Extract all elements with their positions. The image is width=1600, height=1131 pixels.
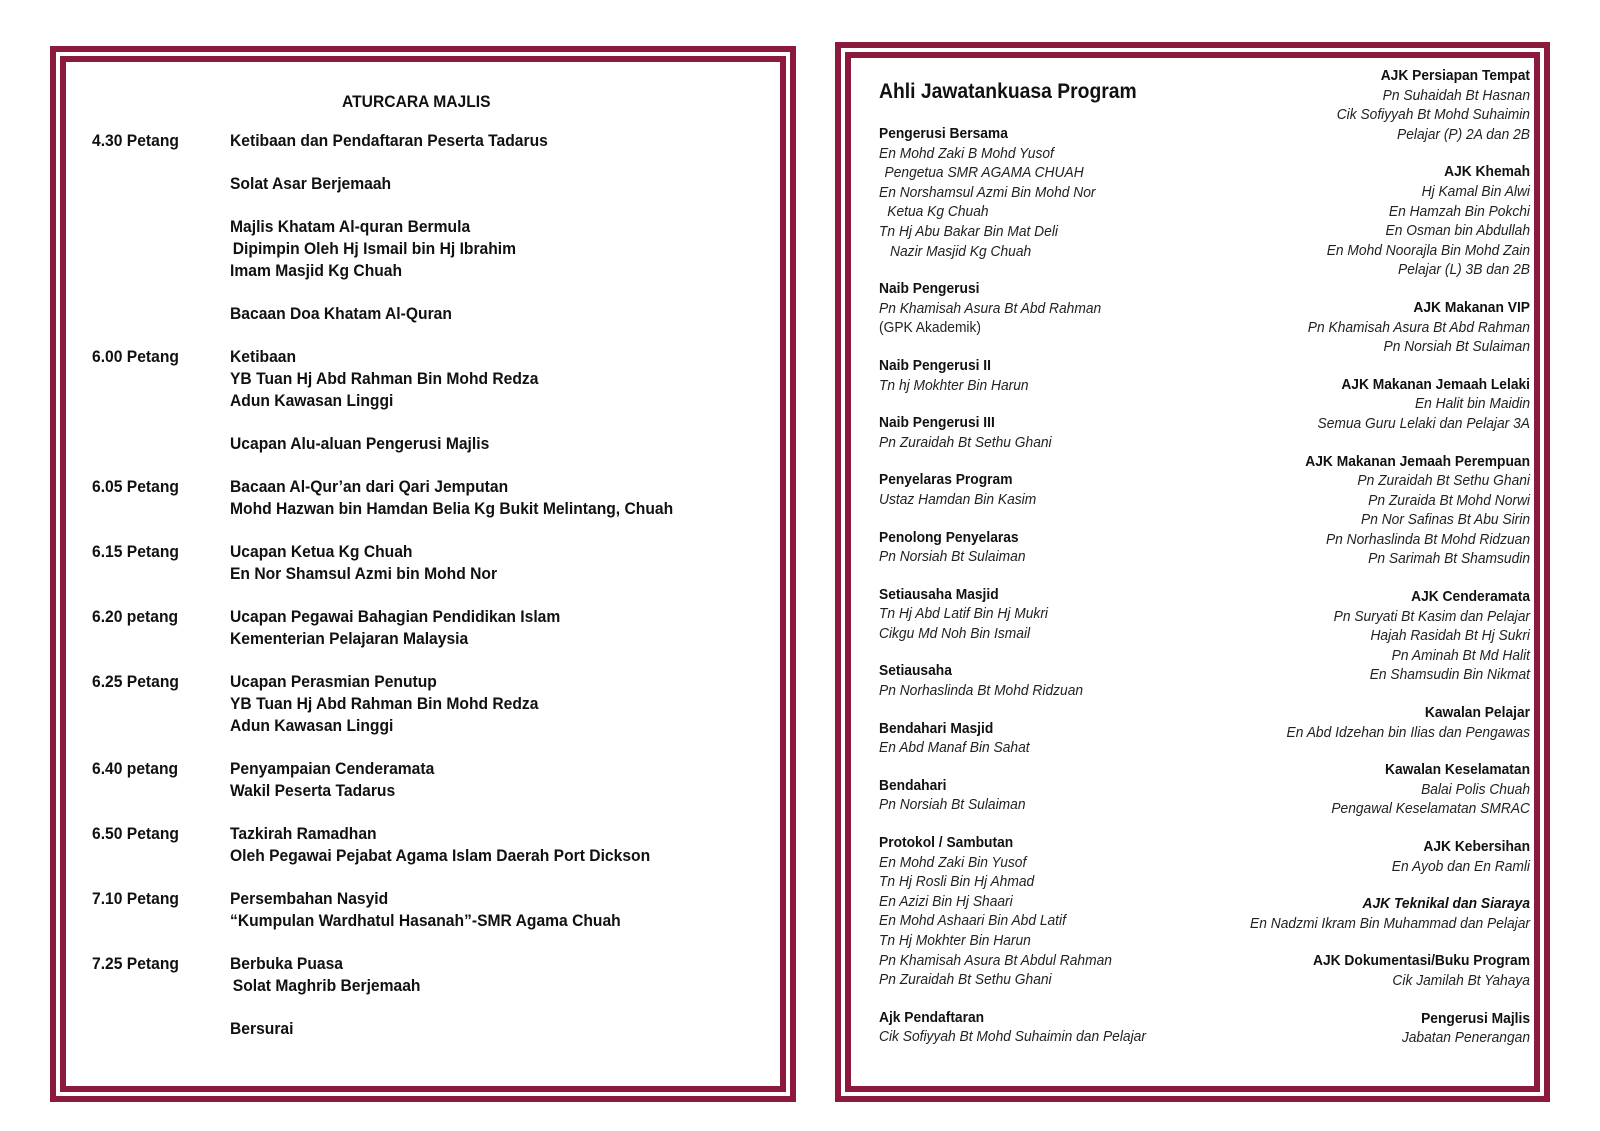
slot-time: 6.20 petang bbox=[92, 607, 179, 626]
slot-item-line: YB Tuan Hj Abd Rahman Bin Mohd Redza bbox=[230, 694, 539, 713]
committee-member: Cik Sofiyyah Bt Mohd Suhaimin bbox=[1336, 106, 1530, 124]
slot-items bbox=[230, 346, 752, 455]
schedule-slot bbox=[92, 823, 752, 867]
slot-item bbox=[230, 671, 752, 737]
slot-item-line: Ketibaan dan Pendaftaran Peserta Tadarus bbox=[230, 131, 548, 150]
schedule-slot bbox=[92, 953, 752, 1040]
committee-role: AJK Teknikal dan Siaraya bbox=[1362, 895, 1530, 913]
slot-item-line: Ucapan Ketua Kg Chuah bbox=[230, 542, 413, 561]
committee-group bbox=[1110, 760, 1530, 819]
committee-role: Pengerusi Majlis bbox=[1421, 1009, 1530, 1027]
committee-member: Pn Norhaslinda Bt Mohd Ridzuan bbox=[879, 682, 1084, 700]
slot-item-line: Ucapan Alu-aluan Pengerusi Majlis bbox=[230, 434, 490, 453]
committee-member: Tn Hj Abd Latif Bin Hj Mukri bbox=[879, 605, 1048, 623]
committee-member: Pn Nor Safinas Bt Abu Sirin bbox=[1360, 511, 1530, 529]
committee-group bbox=[1110, 894, 1530, 933]
schedule-slot bbox=[92, 346, 752, 455]
slot-time: 6.40 petang bbox=[92, 759, 179, 778]
committee-member: Pn Khamisah Asura Bt Abdul Rahman bbox=[879, 951, 1112, 969]
schedule-slot bbox=[92, 130, 752, 325]
committee-role: Naib Pengerusi II bbox=[879, 356, 991, 374]
committee-member: Tn Hj Abu Bakar Bin Mat Deli bbox=[879, 222, 1058, 240]
committee-member: En Mohd Zaki B Mohd Yusof bbox=[879, 144, 1054, 162]
committee-role: AJK Makanan Jemaah Perempuan bbox=[1305, 452, 1530, 470]
schedule-slot bbox=[92, 606, 752, 650]
committee-group bbox=[1110, 1009, 1530, 1048]
slot-items bbox=[230, 130, 752, 325]
committee-group bbox=[1110, 452, 1530, 570]
slot-item-line: Solat Asar Berjemaah bbox=[230, 174, 392, 193]
schedule-slot bbox=[92, 671, 752, 737]
committee-member: En Halit bin Maidin bbox=[1414, 395, 1530, 413]
slot-item bbox=[230, 606, 752, 650]
slot-item-line: Bersurai bbox=[230, 1019, 294, 1038]
committee-role: Kawalan Pelajar bbox=[1424, 704, 1530, 722]
committee-member: En Mohd Noorajla Bin Mohd Zain bbox=[1326, 241, 1530, 259]
committee-role: Kawalan Keselamatan bbox=[1385, 761, 1530, 779]
slot-item bbox=[230, 173, 752, 195]
slot-time: 7.10 Petang bbox=[92, 889, 179, 908]
slot-item-line: Bacaan Al-Qur’an dari Qari Jemputan bbox=[230, 477, 509, 496]
slot-item-line: Wakil Peserta Tadarus bbox=[230, 781, 396, 800]
committee-role: AJK Makanan Jemaah Lelaki bbox=[1341, 375, 1530, 393]
schedule-slot bbox=[92, 476, 752, 520]
committee-role: Pengerusi Bersama bbox=[879, 125, 1008, 142]
slot-time: 6.15 Petang bbox=[92, 542, 179, 561]
committee-group bbox=[1110, 587, 1530, 685]
slot-item bbox=[230, 953, 752, 997]
slot-item bbox=[230, 303, 752, 325]
committee-member: En Ayob dan En Ramli bbox=[1391, 857, 1530, 875]
committee-member: Pn Norsiah Bt Sulaiman bbox=[1383, 338, 1530, 356]
committee-member: En Shamsudin Bin Nikmat bbox=[1369, 666, 1530, 684]
committee-member: En Norshamsul Azmi Bin Mohd Nor bbox=[879, 183, 1096, 201]
slot-item-line: Solat Maghrib Berjemaah bbox=[232, 976, 421, 995]
committee-role: Bendahari bbox=[879, 776, 947, 794]
committee-member: Cikgu Md Noh Bin Ismail bbox=[879, 624, 1031, 642]
committee-role: AJK Khemah bbox=[1444, 163, 1530, 181]
slot-item-line: Adun Kawasan Linggi bbox=[230, 391, 394, 410]
slot-item-line: Persembahan Nasyid bbox=[230, 889, 389, 908]
slot-item bbox=[230, 541, 752, 585]
committee-member: Cik Jamilah Bt Yahaya bbox=[1392, 971, 1530, 989]
committee-role: Protokol / Sambutan bbox=[879, 834, 1014, 852]
slot-item-line: Imam Masjid Kg Chuah bbox=[230, 261, 403, 280]
slot-item-line: “Kumpulan Wardhatul Hasanah”-SMR Agama Chuah bbox=[230, 911, 621, 930]
slot-items bbox=[230, 671, 752, 737]
committee-member: Pn Norhaslinda Bt Mohd Ridzuan bbox=[1325, 530, 1530, 548]
committee-member: En Mohd Ashaari Bin Abd Latif bbox=[879, 912, 1066, 930]
slot-item bbox=[230, 346, 752, 412]
slot-item bbox=[230, 1018, 752, 1040]
committee-title: Ahli Jawatankuasa Program bbox=[879, 80, 1137, 103]
slot-items bbox=[230, 541, 752, 585]
committee-role: AJK Dokumentasi/Buku Program bbox=[1312, 952, 1530, 970]
slot-item-line: Mohd Hazwan bin Hamdan Belia Kg Bukit Melintang, Chuah bbox=[230, 499, 674, 518]
schedule-slot bbox=[92, 888, 752, 932]
slot-item bbox=[230, 888, 752, 932]
committee-member: Pelajar (P) 2A dan 2B bbox=[1397, 125, 1530, 143]
slot-time: 4.30 Petang bbox=[92, 131, 179, 150]
slot-item bbox=[230, 216, 752, 282]
committee-group bbox=[1110, 837, 1530, 876]
slot-item-line: Ketibaan bbox=[230, 347, 297, 366]
committee-member: Pelajar (L) 3B dan 2B bbox=[1398, 261, 1530, 279]
committee-member: Pn Aminah Bt Md Halit bbox=[1391, 646, 1530, 664]
committee-role: AJK Makanan VIP bbox=[1413, 298, 1530, 316]
committee-role: AJK Cenderamata bbox=[1411, 588, 1530, 606]
committee-member: Pn Suryati Bt Kasim dan Pelajar bbox=[1333, 607, 1530, 625]
slot-item-line: Ucapan Perasmian Penutup bbox=[230, 672, 437, 691]
committee-member: Balai Polis Chuah bbox=[1421, 780, 1530, 798]
slot-time: 6.00 Petang bbox=[92, 347, 179, 366]
committee-role: Naib Pengerusi bbox=[879, 280, 980, 298]
committee-role: Penyelaras Program bbox=[879, 471, 1013, 489]
committee-member: Pengawal Keselamatan SMRAC bbox=[1331, 800, 1530, 818]
slot-item-line: Adun Kawasan Linggi bbox=[230, 716, 394, 735]
committee-group bbox=[1110, 298, 1530, 357]
committee-member: Nazir Masjid Kg Chuah bbox=[890, 242, 1032, 260]
slot-item-line: Ucapan Pegawai Bahagian Pendidikan Islam bbox=[230, 607, 561, 626]
slot-item-line: Bacaan Doa Khatam Al-Quran bbox=[230, 304, 452, 323]
committee-member: Pn Khamisah Asura Bt Abd Rahman bbox=[1307, 318, 1530, 336]
committee-member: Ustaz Hamdan Bin Kasim bbox=[879, 490, 1037, 508]
slot-items bbox=[230, 888, 752, 932]
committee-role: AJK Persiapan Tempat bbox=[1380, 67, 1530, 84]
slot-items bbox=[230, 758, 752, 802]
slot-time: 7.25 Petang bbox=[92, 954, 179, 973]
committee-member: Pn Norsiah Bt Sulaiman bbox=[879, 796, 1026, 814]
slot-time: 6.25 Petang bbox=[92, 672, 179, 691]
schedule-slot bbox=[92, 541, 752, 585]
committee-role: AJK Kebersihan bbox=[1423, 838, 1530, 855]
slot-items bbox=[230, 476, 752, 520]
slot-item bbox=[230, 130, 752, 152]
committee-member: Pn Khamisah Asura Bt Abd Rahman bbox=[879, 299, 1102, 317]
committee-member: Pn Sarimah Bt Shamsudin bbox=[1368, 550, 1530, 568]
committee-role: Ajk Pendaftaran bbox=[879, 1008, 985, 1026]
committee-member: En Abd Idzehan bin Ilias dan Pengawas bbox=[1286, 723, 1530, 741]
committee-member: Hajah Rasidah Bt Hj Sukri bbox=[1370, 627, 1530, 645]
committee-member: Tn hj Mokhter Bin Harun bbox=[879, 376, 1029, 394]
committee-member: En Osman bin Abdullah bbox=[1385, 222, 1530, 240]
committee-group bbox=[1110, 162, 1530, 280]
committee-member: Pengetua SMR AGAMA CHUAH bbox=[884, 164, 1084, 182]
committee-group bbox=[1110, 703, 1530, 742]
committee-member: Pn Suhaidah Bt Hasnan bbox=[1382, 86, 1530, 104]
committee-member: (GPK Akademik) bbox=[879, 319, 982, 337]
slot-items bbox=[230, 953, 752, 1040]
committee-group bbox=[1110, 375, 1530, 434]
slot-item-line: Majlis Khatam Al-quran Bermula bbox=[230, 217, 471, 236]
committee-role: Bendahari Masjid bbox=[879, 719, 994, 737]
programme-title: ATURCARA MAJLIS bbox=[342, 92, 491, 111]
committee-member: Hj Kamal Bin Alwi bbox=[1421, 182, 1530, 200]
slot-items bbox=[230, 606, 752, 650]
committee-member: Pn Zuraidah Bt Sethu Ghani bbox=[1357, 472, 1530, 490]
slot-item bbox=[230, 758, 752, 802]
committee-role: Setiausaha Masjid bbox=[879, 585, 999, 603]
slot-item-line: Dipimpin Oleh Hj Ismail bin Hj Ibrahim bbox=[232, 239, 517, 258]
slot-items bbox=[230, 823, 752, 867]
slot-item-line: En Nor Shamsul Azmi bin Mohd Nor bbox=[230, 564, 498, 583]
slot-item-line: Berbuka Puasa bbox=[230, 954, 344, 973]
committee-right-column bbox=[1110, 66, 1530, 1066]
slot-time: 6.50 Petang bbox=[92, 824, 179, 843]
committee-member: Pn Zuraidah Bt Sethu Ghani bbox=[879, 433, 1052, 451]
slot-item-line: Penyampaian Cenderamata bbox=[230, 759, 435, 778]
slot-item-line: Kementerian Pelajaran Malaysia bbox=[230, 629, 469, 648]
committee-group bbox=[1110, 951, 1530, 990]
committee-member: Ketua Kg Chuah bbox=[887, 203, 989, 221]
committee-member: En Nadzmi Ikram Bin Muhammad dan Pelajar bbox=[1250, 914, 1530, 932]
committee-member: Pn Norsiah Bt Sulaiman bbox=[879, 548, 1026, 566]
slot-item-line: YB Tuan Hj Abd Rahman Bin Mohd Redza bbox=[230, 369, 539, 388]
committee-member: En Abd Manaf Bin Sahat bbox=[879, 739, 1030, 757]
committee-member: En Hamzah Bin Pokchi bbox=[1388, 202, 1530, 220]
slot-item-line: Oleh Pegawai Pejabat Agama Islam Daerah Port Dickson bbox=[230, 846, 651, 865]
slot-item bbox=[230, 476, 752, 520]
committee-role: Setiausaha bbox=[879, 662, 952, 680]
committee-member: Jabatan Penerangan bbox=[1401, 1029, 1530, 1047]
committee-member: Semua Guru Lelaki dan Pelajar 3A bbox=[1317, 414, 1530, 432]
slot-time: 6.05 Petang bbox=[92, 477, 179, 496]
committee-member: Cik Sofiyyah Bt Mohd Suhaimin dan Pelajar bbox=[879, 1028, 1146, 1046]
committee-group bbox=[1110, 66, 1530, 144]
slot-item-line: Tazkirah Ramadhan bbox=[230, 824, 377, 843]
slot-item bbox=[230, 433, 752, 455]
committee-role: Naib Pengerusi III bbox=[879, 414, 995, 432]
committee-member: Pn Zuraidah Bt Sethu Ghani bbox=[879, 971, 1052, 989]
programme-schedule bbox=[92, 130, 752, 1061]
committee-member: En Mohd Zaki Bin Yusof bbox=[879, 853, 1027, 871]
committee-member: En Azizi Bin Hj Shaari bbox=[879, 892, 1013, 910]
committee-member: Tn Hj Rosli Bin Hj Ahmad bbox=[879, 873, 1035, 891]
schedule-slot bbox=[92, 758, 752, 802]
committee-member: Pn Zuraida Bt Mohd Norwi bbox=[1368, 491, 1530, 509]
committee-member: Tn Hj Mokhter Bin Harun bbox=[879, 932, 1031, 949]
committee-role: Penolong Penyelaras bbox=[879, 528, 1019, 546]
slot-item bbox=[230, 823, 752, 867]
